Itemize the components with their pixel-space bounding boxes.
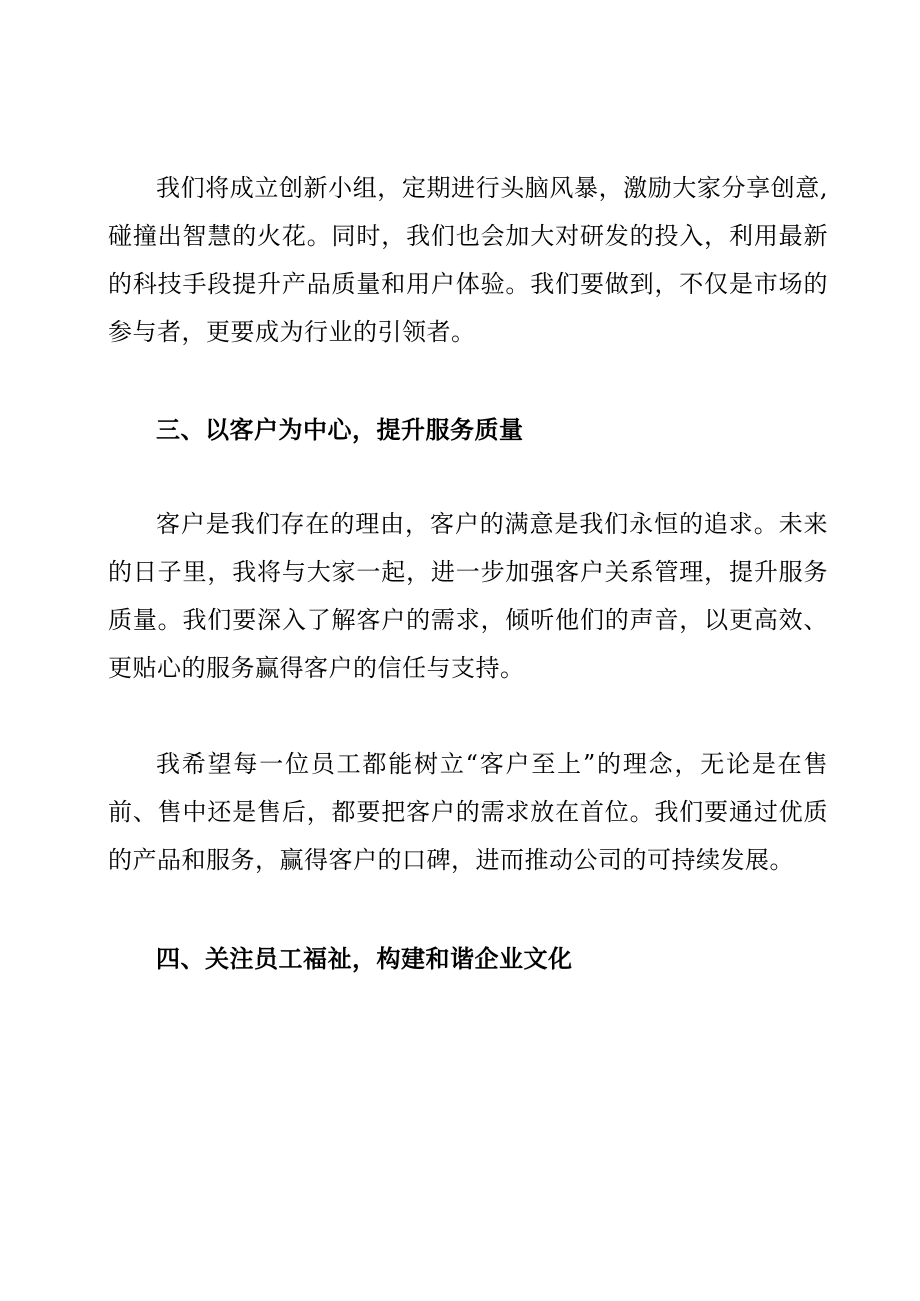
paragraph-customer-satisfaction: 客户是我们存在的理由，客户的满意是我们永恒的追求。未来的日子里，我将与大家一起，进一步加强客户关系管理，提升服务质量。我们要深入了解客户的需求，倾听他们的声音，以更高效、更贴心的服务赢得客户的信任与支持。 [108,510,828,682]
section-heading-customer-service: 三、以客户为中心，提升服务质量 [156,415,524,444]
paragraph-innovation: 我们将成立创新小组，定期进行头脑风暴，激励大家分享创意,碰撞出智慧的火花。同时，我们也会加大对研发的投入，利用最新的科技手段提升产品质量和用户体验。我们要做到，不仅是市场的参与者，更要成为行业的引领者。 [108,174,828,346]
section-heading-employee-welfare: 四、关注员工福祉，构建和谐企业文化 [156,944,573,973]
paragraph-customer-first: 我希望每一位员工都能树立“客户至上”的理念，无论是在售前、售中还是售后，都要把客户的需求放在首位。我们要通过优质的产品和服务，赢得客户的口碑，进而推动公司的可持续发展。 [108,750,828,874]
